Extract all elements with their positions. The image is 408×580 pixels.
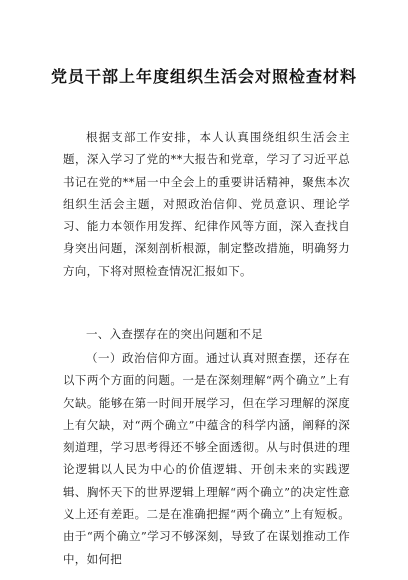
section-heading: 一、入查摆存在的突出问题和不足: [86, 327, 263, 341]
intro-paragraph: 根据支部工作安排，本人认真围绕组织生活会主题，深入学习了党的**大报告和党章，学习了习近平总书记在党的**届一中全会上的重要讲话精神，聚焦本次组织生活会主题，对照政治信仰、党员意识、理论学习、能力本领作用发挥、纪律作风等方面，深入查找自身突出问题，深刻剖析根源，制定整改措施，明确努力方向，下将对照检查情况汇报如下。: [63, 130, 350, 278]
body-paragraph: （一）政治信仰方面。通过认真对照查摆，还存在以下两个方面的问题。一是在深刻理解“两个确立”上有欠缺。能够在第一时间开展学习，但在学习理解的深度上有欠缺，对“两个确立”中蕴含的科学内涵，阐释的深刻道理，学习思考得还不够全面透彻。从与时俱进的理论逻辑以人民为中心的价值逻辑、开创未来的实践逻辑、胸怀天下的世界逻辑上理解“两个确立”的决定性意义上还有差距。二是在准确把握“两个确立”上有短板。由于“两个确立”学习不够深刻，导致了在谋划推动工作中，如何把: [63, 351, 350, 566]
document-title: 党员干部上年度组织生活会对照检查材料: [50, 67, 357, 86]
